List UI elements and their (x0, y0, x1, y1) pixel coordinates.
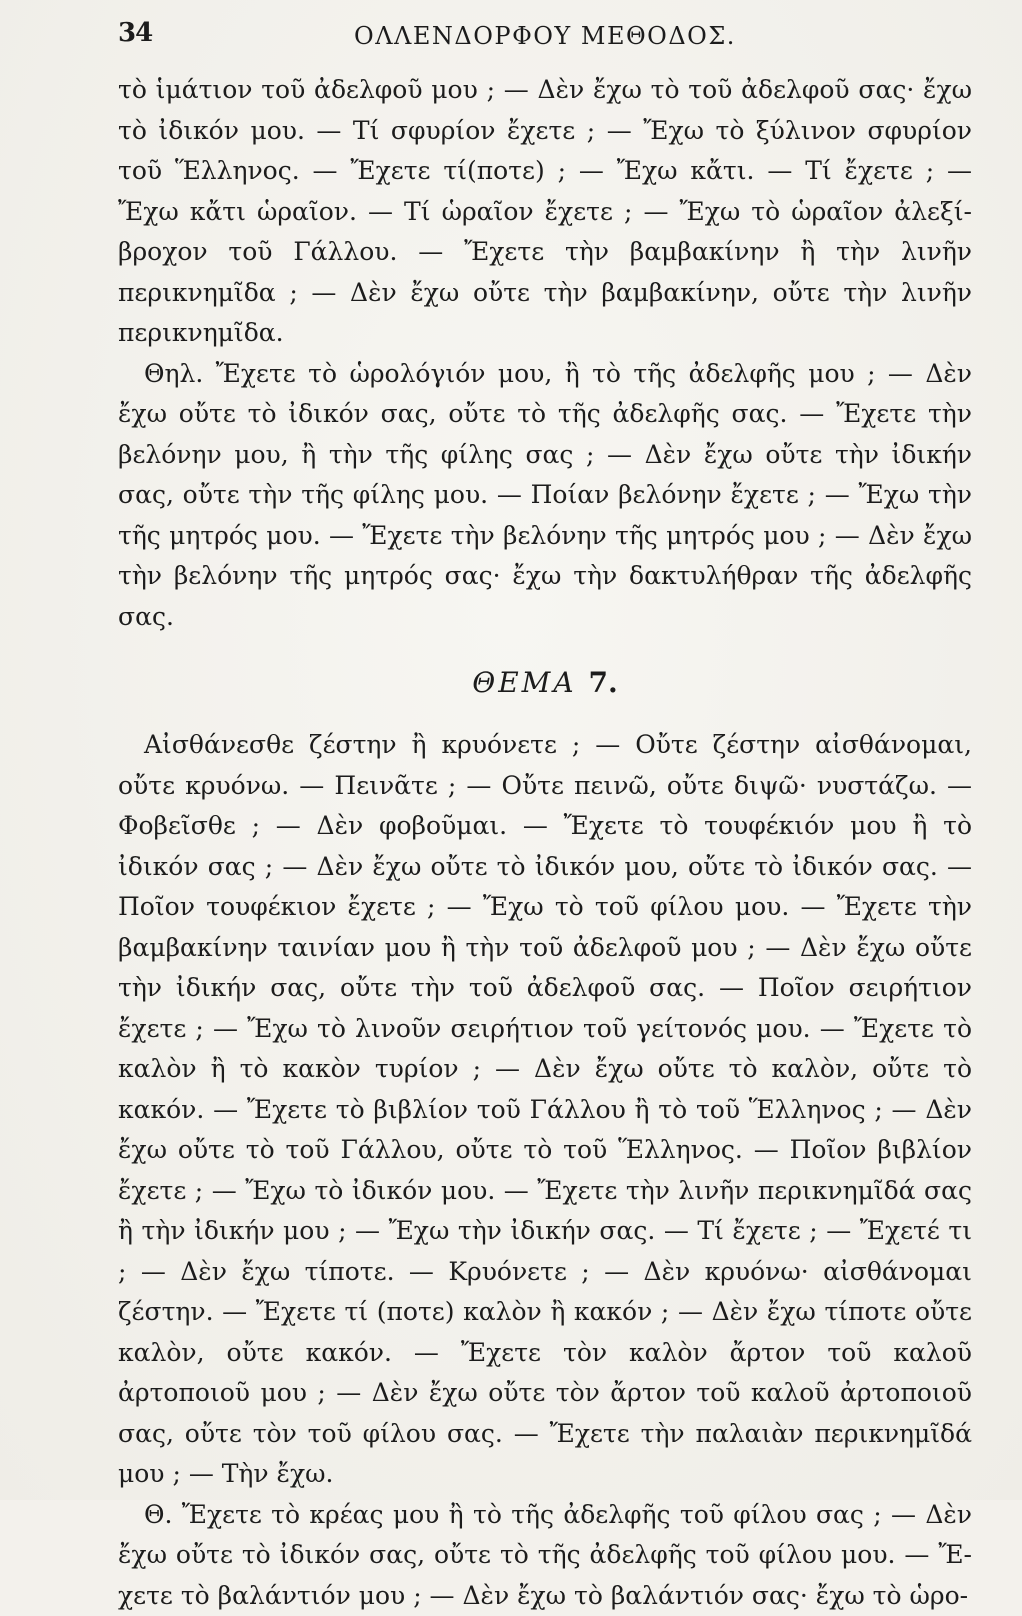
body-paragraph-1: τὸ ἱμάτιον τοῦ ἀδελφοῦ μου ; — Δὲν ἔχω τὸ τοῦ ἀδελφοῦ σας· ἔχω τὸ ἰδικόν μου. — Τί σφυρίον ἔχετε ; — Ἔχω τὸ ξύλινον σφυρίον τοῦ Ἕλληνος. — Ἔχετε τί(ποτε) ; — Ἔχω κἄτι. — Τί ἔχετε ; — Ἔχω κἄτι ὡραῖον. — Τί ὡραῖον ἔχετε ; — Ἔχω τὸ ὡραῖον ἀλεξίβροχον τοῦ Γάλλου. — Ἔχετε τὴν βαμβακίνην ἢ τὴν λινῆν περικνημῖδα ; — Δὲν ἔχω οὔτε τὴν βαμβακίνην, οὔτε τὴν λινῆν περικνημῖδα. (118, 70, 972, 354)
page-header (118, 12, 972, 56)
section-paragraph-1: Αἰσθάνεσθε ζέστην ἢ κρυόνετε ; — Οὔτε ζέστην αἰσθάνομαι, οὔτε κρυόνω. — Πεινᾶτε ; — Οὔτε πεινῶ, οὔτε διψῶ· νυστάζω. — Φοβεῖσθε ; — Δὲν φοβοῦμαι. — Ἔχετε τὸ τουφέκιόν μου ἢ τὸ ἰδικόν σας ; — Δὲν ἔχω οὔτε τὸ ἰδικόν μου, οὔτε τὸ ἰδικόν σας. — Ποῖον τουφέκιον ἔχετε ; — Ἔχω τὸ τοῦ φίλου μου. — Ἔχετε τὴν βαμβακίνην ταινίαν μου ἢ τὴν τοῦ ἀδελφοῦ μου ; — Δὲν ἔχω οὔτε τὴν ἰδικήν σας, οὔτε τὴν τοῦ ἀδελφοῦ σας. — Ποῖον σειρήτιον ἔχετε ; — Ἔχω τὸ λινοῦν σειρήτιον τοῦ γείτονός μου. — Ἔχετε τὸ καλὸν ἢ τὸ κακὸν τυρίον ; — Δὲν ἔχω οὔτε τὸ καλὸν, οὔτε τὸ κακόν. — Ἔχετε τὸ βιβλίον τοῦ Γάλλου ἢ τὸ τοῦ Ἕλληνος ; — Δὲν ἔχω οὔτε τὸ τοῦ Γάλλου, οὔτε τὸ τοῦ Ἕλληνος. — Ποῖον βιβλίον ἔχετε ; — Ἔχω τὸ ἰδικόν μου. — Ἔχετε τὴν λινῆν περικνημῖδά σας ἢ τὴν ἰδικήν μου ; — Ἔχω τὴν ἰδικήν σας. — Τί ἔχετε ; — Ἔχετέ τι ; — Δὲν ἔχω τίποτε. — Κρυόνετε ; — Δὲν κρυόνω· αἰσθάνομαι ζέστην. — Ἔχετε τί (ποτε) καλὸν ἢ κακόν ; — Δὲν ἔχω τίποτε οὔτε καλὸν, οὔτε κακόν. — Ἔχετε τὸν καλὸν ἄρτον τοῦ καλοῦ ἀρτοποιοῦ μου ; — Δὲν ἔχω οὔτε τὸν ἄρτον τοῦ καλοῦ ἀρτοποιοῦ σας, οὔτε τὸν τοῦ φίλου σας. — Ἔχετε τὴν παλαιὰν περικνημῖδά μου ; — Τὴν ἔχω. (118, 725, 972, 1495)
body-paragraph-2: Θηλ. Ἔχετε τὸ ὡρολόγιόν μου, ἢ τὸ τῆς ἀδελφῆς μου ; — Δὲν ἔχω οὔτε τὸ ἰδικόν σας, οὔτε τὸ τῆς ἀδελφῆς σας. — Ἔχετε τὴν βελόνην μου, ἢ τὴν τῆς φίλης σας ; — Δὲν ἔχω οὔτε τὴν ἰδικήν σας, οὔτε τὴν τῆς φίλης μου. — Ποίαν βελόνην ἔχετε ; — Ἔχω τὴν τῆς μητρός μου. — Ἔχετε τὴν βελόνην τῆς μητρός μου ; — Δὲν ἔχω τὴν βελόνην τῆς μητρός σας· ἔχω τὴν δακτυλήθραν τῆς ἀδελφῆς σας. (118, 354, 972, 638)
section-paragraph-2: Θ. Ἔχετε τὸ κρέας μου ἢ τὸ τῆς ἀδελφῆς τοῦ φίλου σας ; — Δὲν ἔχω οὔτε τὸ ἰδικόν σας, οὔτε τὸ τῆς ἀδελφῆς τοῦ φίλου μου. — Ἔχετε τὸ βαλάντιόν μου ; — Δὲν ἔχω τὸ βαλάντιόν σας· ἔχω τὸ ὡρο- (118, 1495, 972, 1616)
section-heading (118, 663, 972, 703)
section-title: ΘΕΜΑ (472, 666, 576, 699)
running-head: ΟΛΛΕΝΔΟΡΦΟΥ ΜΕΘΟΔΟΣ. (118, 22, 972, 50)
page-number: 34 (118, 18, 152, 48)
section-number: 7. (588, 666, 617, 699)
